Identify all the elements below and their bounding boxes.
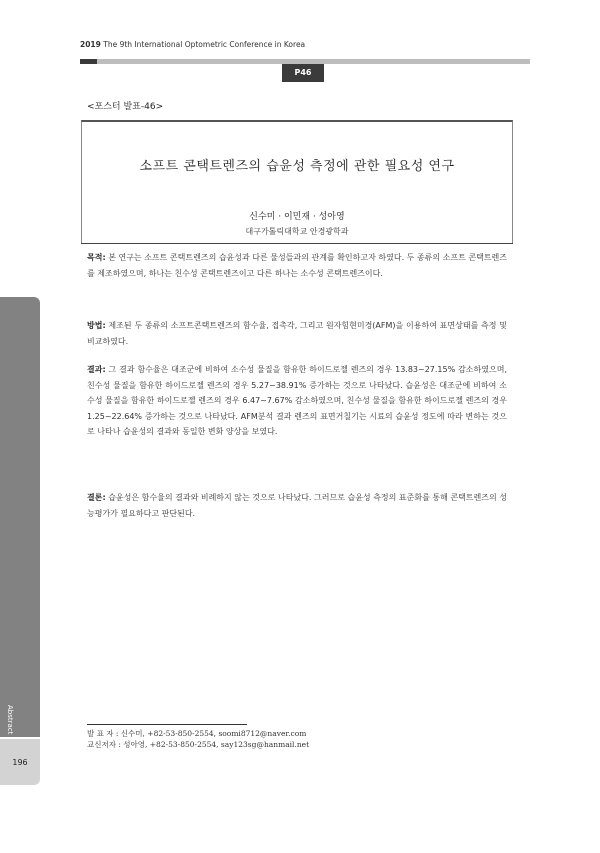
page-number: 196 [12,758,28,767]
header-bar-dark [80,59,97,64]
conclusion-section [87,490,507,521]
running-header [80,40,305,49]
section-label: 결과: [87,365,106,374]
section-label: 목적: [87,253,106,262]
side-tab-label: Abstract [6,705,14,735]
affiliation: 대구가톨릭대학교 안경광학과 [245,227,349,236]
purpose-section [87,250,507,281]
footnote-corresponding: 교신저자 : 성아영, +82-53-850-2554, say123sg@hanmail.net [87,740,310,749]
authors: 신수미 · 이민재 · 성아영 [249,212,345,222]
method-section [87,318,507,349]
footnote-rule [87,724,247,725]
section-label: 결론: [87,493,106,502]
section-text: 제조된 두 종류의 소프트콘택트렌즈의 함수율, 접촉각, 그리고 원자힘현미경(AFM)을 이용하여 표면상태를 측정 및 비교하였다. [87,321,507,346]
header-year: 2019 [80,40,101,49]
header-conference: The 9th International Optometric Conference in Korea [103,40,306,49]
section-label: 방법: [87,321,106,330]
poster-label: <포스터 발표-46> [87,102,164,112]
footnote-presenter: 발 표 자 : 신수미, +82-53-850-2554, soomi8712@naver.com [87,729,307,738]
poster-code-badge: P46 [282,64,324,82]
section-text: 그 결과 함수율은 대조군에 비하여 소수성 물질을 함유한 하이드로젤 렌즈의 경우 13.83~27.15% 감소하였으며, 친수성 물질을 함유한 하이드로젤 렌즈의 경우 5.27~38.91% 증가하는 것으로 나타났다. 습윤성은 대조군에 비하여 소수성 물질을 함유한 하이드로젤 렌즈의 경우 6.47~7.67% 감소하였으며, 친수성 물질을 함유한 하이드로젤 렌즈의 경우 1.25~22.64% 증가하는 것으로 나타났다. AFM분석 결과 렌즈의 표면거칠기는 시료의 습윤성 정도에 따라 변하는 것으로 나타나 습윤성의 결과와 동일한 변화 양상을 보였다. [87,365,507,436]
result-section [87,362,507,440]
title-box [81,120,513,244]
section-text: 습윤성은 함수율의 결과와 비례하지 않는 것으로 나타났다. 그러므로 습윤성 측정의 표준화를 통해 콘택트렌즈의 성능평가가 필요하다고 판단된다. [87,493,508,518]
paper-title: 소프트 콘택트렌즈의 습윤성 측정에 관한 필요성 연구 [139,159,455,174]
side-tab [0,297,40,737]
section-divider [81,243,513,244]
section-text: 본 연구는 소프트 콘택트렌즈의 습윤성과 다른 물성들과의 관계를 확인하고자 하였다. 두 종류의 소프트 콘택트렌즈를 제조하였으며, 하나는 친수성 콘택트렌즈이고 다른 하나는 소수성 콘택트렌즈이다. [87,253,508,278]
